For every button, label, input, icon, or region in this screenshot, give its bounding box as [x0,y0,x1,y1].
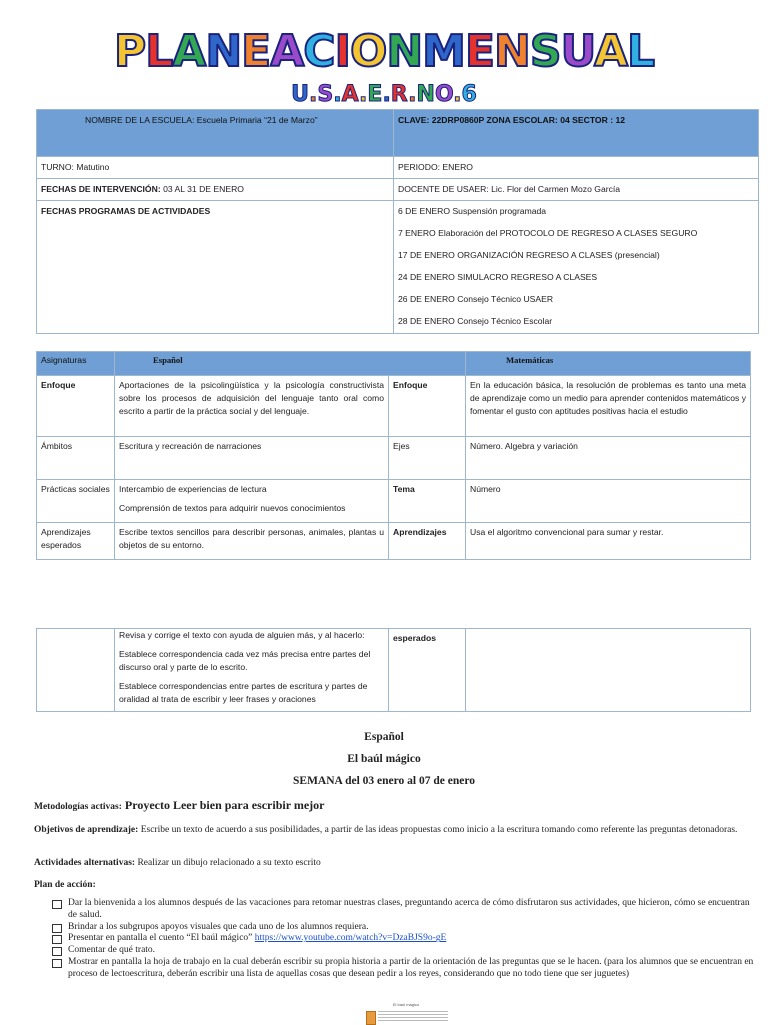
banner-letter: A [341,82,360,107]
banner-letter: . [333,82,342,107]
continued-row [37,629,751,712]
checkbox-icon [52,959,62,968]
plan-item [50,898,760,922]
fechas-intervencion [37,179,394,201]
enfoque-row [37,376,751,437]
banner-letter: E [464,26,495,77]
continued-line-3: Establece correspondencias entre partes de escritura y partes de oralidad al trata de escribir y leer frases y oraciones [119,681,368,704]
school-name: NOMBRE DE LA ESCUELA: Escuela Primaria “21 de Marzo” [37,110,394,157]
aprendizajes-espanol: Escribe textos sencillos para describir personas, animales, plantas u objetos de su entorno. [115,523,389,560]
continued-line-1: Revisa y corrige el texto con ayuda de alguien más, y al hacerlo: [119,630,365,640]
plan-item-text: Comentar de qué trato. [68,945,156,956]
banner-letter: N [494,26,530,77]
banner-letter: C [303,26,335,77]
alternativas-label: Actividades alternativas: [34,858,136,868]
banner-letter: 6 [461,82,477,107]
matematicas-header: Matemáticas [466,352,751,376]
lesson-week: SEMANA del 03 enero al 07 de enero [293,775,475,787]
metodologias-label: Metodologías activas: [34,802,122,812]
subjects-table [36,351,751,560]
banner-letter: N [416,82,435,107]
school-header-row [37,110,759,157]
programas-row [37,201,759,334]
banner-letter: E [241,26,271,77]
plan-item-text: Presentar en pantalla el cuento “El baúl mágico” [68,933,255,944]
banner-letter: R [390,82,409,107]
banner-letter: O [434,82,454,107]
banner-letter: A [172,26,206,77]
enfoque-label: Enfoque [37,376,115,437]
banner-letter: . [408,82,417,107]
metodologias [34,799,760,813]
plan-label-text: Plan de acción: [34,880,96,890]
ejes-value: Número. Algebra y variación [466,437,751,480]
worksheet-image [366,1011,376,1025]
programa-item: 6 DE ENERO Suspensión programada [398,206,547,216]
banner-letter: L [627,26,655,77]
banner-letter: . [309,82,318,107]
checkbox-icon [52,900,62,909]
practica-2: Comprensión de textos para adquirir nuevos conocimientos [119,503,346,513]
programa-item: 26 DE ENERO Consejo Técnico USAER [398,294,554,304]
header-banner [0,24,768,108]
continued-line-2: Establece correspondencia cada vez más precisa entre partes del discurso oral y parte de lo escrito. [119,649,371,672]
continued-table [36,628,751,712]
banner-letter: A [593,26,627,77]
checkbox-icon [52,935,62,944]
lesson-subject: Español [364,731,404,743]
plan-item [50,933,760,945]
periodo: PERIODO: ENERO [394,157,759,179]
enfoque-label-mat: Enfoque [389,376,466,437]
plan-item [50,957,760,981]
banner-letter: N [386,26,423,77]
practicas-row [37,480,751,523]
programas-list [394,201,759,334]
banner-letter: I [334,26,350,77]
banner-letter: U [560,26,594,77]
lesson-title: El baúl mágico [347,753,421,765]
objetivos-label: Objetivos de aprendizaje: [34,825,139,835]
plan-item-text: Mostrar en pantalla la hoja de trabajo en la cual deberán escribir su propia historia a partir de la orientación de las preguntas que se le hacen. (para los alumnos que se encuentran en proceso de lectoescritura, deberán escribir una lista de aquellas cosas que desean pedir a los reyes, considerando que no todo tiene que ser juguetes) [68,956,754,979]
checkbox-icon [52,947,62,956]
continued-espanol [115,629,389,712]
continued-empty [37,629,115,712]
banner-letter: O [349,26,387,77]
programa-item: 28 DE ENERO Consejo Técnico Escolar [398,316,553,326]
alternativas [34,857,760,869]
banner-letter: N [205,26,242,77]
turno-row [37,157,759,179]
aprendizajes-matematicas: Usa el algoritmo convencional para sumar y restar. [466,523,751,560]
asignaturas-label: Asignaturas [37,352,115,376]
plan-item [50,922,760,934]
plan-list [50,898,760,981]
banner-letter: . [359,82,368,107]
programas-label: FECHAS PROGRAMAS DE ACTIVIDADES [37,201,394,334]
objetivos [34,824,760,836]
programa-item: 24 DE ENERO SIMULACRO REGRESO A CLASES [398,272,598,282]
banner-subtitle [0,82,768,108]
practicas-value [115,480,389,523]
alternativas-value: Realizar un dibujo relacionado a su texto escrito [135,858,321,868]
esperados-label: esperados [389,629,466,712]
enfoque-espanol: Aportaciones de la psicolingüística y la psicología constructivista sobre los procesos de adquisición del lenguaje tanto oral como escrito a partir de la práctica social y del lenguaje. [115,376,389,437]
aprendizajes-label: Aprendizajes esperados [37,523,115,560]
practica-1: Intercambio de experiencias de lectura [119,484,267,494]
banner-letter: P [113,26,146,77]
plan-item-text: Dar la bienvenida a los alumnos después de las vacaciones para retomar nuestras clases, preguntando acerca de cómo disfrutaron sus actividades, que hicieron, cómo se encuentran de salud. [68,898,750,920]
banner-letter: S [317,82,334,107]
continued-math-empty [466,629,751,712]
espanol-header: Español [115,352,466,376]
video-link[interactable]: https://www.youtube.com/watch?v=DzaBJS9o-gE [254,933,447,944]
banner-letter: . [382,82,391,107]
fechas-label: FECHAS DE INTERVENCIÓN: [41,184,161,194]
ambitos-label: Ámbitos [37,437,115,480]
banner-letter: S [529,26,561,77]
ambitos-row [37,437,751,480]
banner-letter: A [270,26,304,77]
tema-label: Tema [389,480,466,523]
plan-item [50,945,760,957]
metodologias-value: Proyecto Leer bien para escribir mejor [121,798,325,812]
fechas-row [37,179,759,201]
docente: DOCENTE DE USAER: Lic. Flor del Carmen Mozo García [394,179,759,201]
school-clave: CLAVE: 22DRP0860P ZONA ESCOLAR: 04 SECTOR : 12 [394,110,759,157]
banner-letter: M [422,26,465,77]
objetivos-value: Escribe un texto de acuerdo a sus posibilidades, a partir de las ideas propuestas como inicio a la escritura tomando como referente las preguntas detonadoras. [138,825,738,835]
school-info-table [36,109,759,334]
subjects-header [37,352,751,376]
ejes-label: Ejes [389,437,466,480]
worksheet-title: El baúl mágico [392,1002,420,1007]
programa-item: 7 ENERO Elaboración del PROTOCOLO DE REGRESO A CLASES SEGURO [398,228,698,238]
aprendizajes-label-mat: Aprendizajes [389,523,466,560]
enfoque-matematicas: En la educación básica, la resolución de problemas es tanto una meta de aprendizaje como un medio para aprender contenidos matemáticos y fomentar el gusto con aptitudes positivas hacia el estudio [466,376,751,437]
worksheet-lines [378,1011,448,1023]
worksheet-thumbnail [360,1002,452,1024]
turno: TURNO: Matutino [37,157,394,179]
checkbox-icon [52,924,62,933]
ambitos-value: Escritura y recreación de narraciones [115,437,389,480]
banner-letter: U [291,82,310,107]
plan-item-text: Brindar a los subgrupos apoyos visuales que cada uno de los alumnos requiera. [68,921,369,932]
banner-title [0,24,768,80]
plan-label [34,879,760,891]
programa-item: 17 DE ENERO ORGANIZACIÓN REGRESO A CLASES (presencial) [398,250,660,260]
tema-value: Número [466,480,751,523]
practicas-label: Prácticas sociales [37,480,115,523]
banner-letter: . [453,82,462,107]
aprendizajes-row [37,523,751,560]
fechas-value: 03 AL 31 DE ENERO [160,184,244,194]
banner-letter: E [367,82,383,107]
banner-letter: L [145,26,173,77]
